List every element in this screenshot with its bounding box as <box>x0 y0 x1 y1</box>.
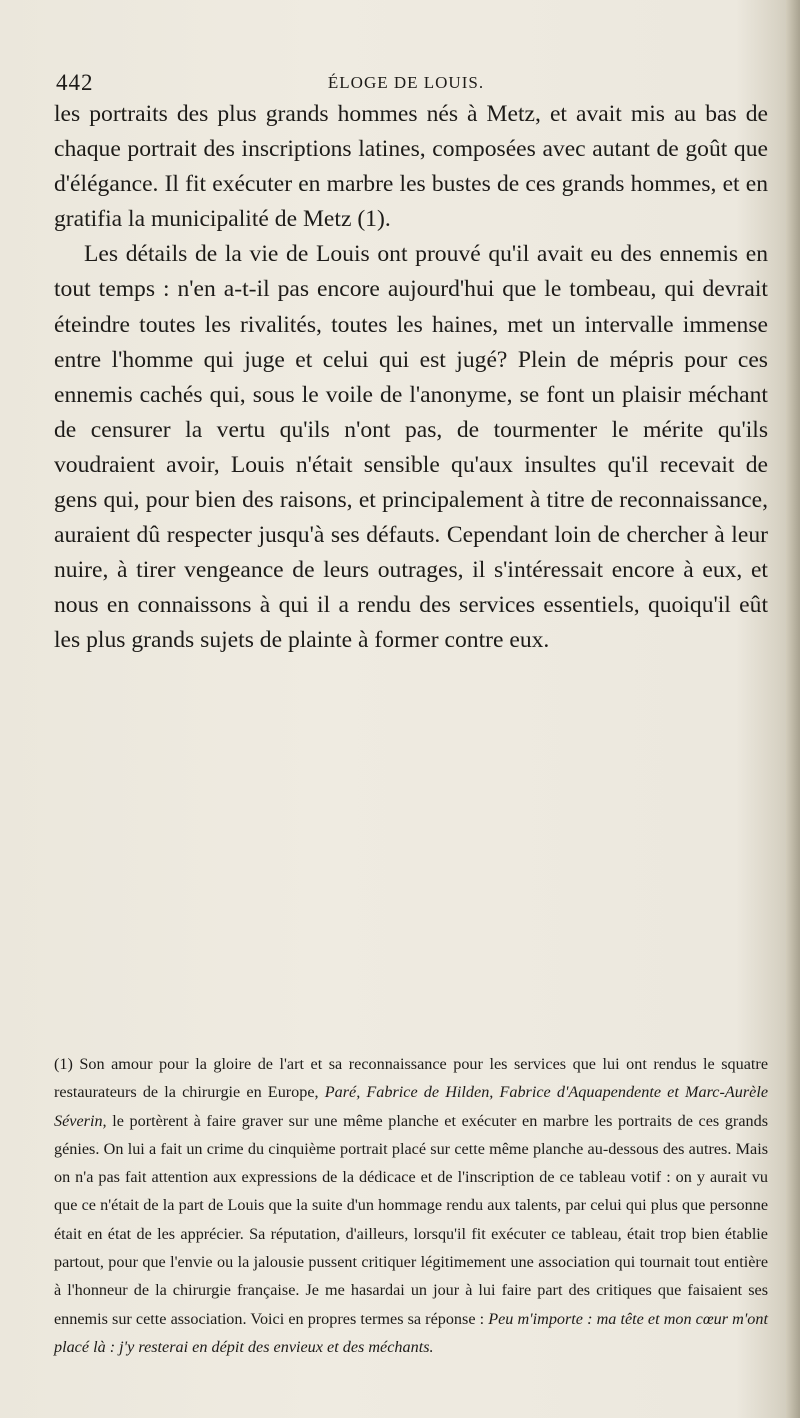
paragraph: Les détails de la vie de Louis ont prouvé qu'il avait eu des ennemis en tout temps : n'en a-t-il pas encore aujourd'hui que le tombeau, qui devrait éteindre toutes les rivalités, toutes les haines, met un intervalle immense entre l'homme qui juge et celui qui est jugé? Plein de mépris pour ces ennemis cachés qui, sous le voile de l'anonyme, se font un plaisir méchant de censurer la vertu qu'ils n'ont pas, de tourmenter le mérite qu'ils voudraient avoir, Louis n'était sensible qu'aux insultes qu'il recevait de gens qui, pour bien des raisons, et principalement à titre de reconnaissance, auraient dû respecter jusqu'à ses défauts. Cependant loin de chercher à leur nuire, à tirer vengeance de leurs outrages, il s'intéressait encore à eux, et nous en connaissons à qui il a rendu des services essentiels, quoiqu'il eût les plus grands sujets de plainte à former contre eux. <box>54 241 768 654</box>
page-edge <box>786 0 800 1418</box>
paragraph-continued: les portraits des plus grands hommes nés à Metz, et avait mis au bas de chaque portrait des inscriptions latines, composées avec autant de goût que d'élégance. Il fit exécuter en marbre les bustes de ces grands hommes, et en gratifia la municipalité de Metz (1). <box>54 101 768 233</box>
footnote-text <box>54 1050 768 1361</box>
running-title: ÉLOGE DE LOUIS. <box>327 73 485 92</box>
main-text <box>54 97 768 659</box>
footnote-text-part: (1) Son amour pour la gloire de l'art et sa reconnaissance pour les services que lui ont rendus le squatre restaurateurs de la chirurgie en Europe, <box>54 1055 768 1102</box>
footnote-text-part: le portèrent à faire graver sur une même planche et exécuter en marbre les portraits de ces grands génies. On lui a fait un crime du cinquième portrait placé sur cette même planche au-dessous des autres. Mais on n'a pas fait attention aux expressions de la dédicace et de l'inscription de ce tableau votif : on y aurait vu que ce n'était de la part de Louis que la suite d'un hommage rendu aux talents, par celui qui plus que personne était en état de les apprécier. Sa réputation, d'ailleurs, lorsqu'il fit exécuter ce tableau, était trop bien établie partout, pour que l'envie ou la jalousie pussent critiquer légitimement une association qui tournait tout entière à l'honneur de la chirurgie française. Je me hasardai un jour à lui faire part des critiques que faisaient ses ennemis sur cette association. Voici en propres termes sa réponse : <box>54 1111 768 1328</box>
footnote-quote-italic: Peu m'importe : ma tête et mon cœur m'ont placé là : j'y resterai en dépit des envieux et des méchants. <box>54 1309 768 1356</box>
page-header <box>56 70 756 96</box>
footnote-names-italic: Paré, Fabrice de Hilden, Fabrice d'Aquapendente et Marc-Aurèle Séverin, <box>54 1083 768 1130</box>
footnote <box>54 1050 768 1361</box>
page-number: 442 <box>56 70 94 95</box>
